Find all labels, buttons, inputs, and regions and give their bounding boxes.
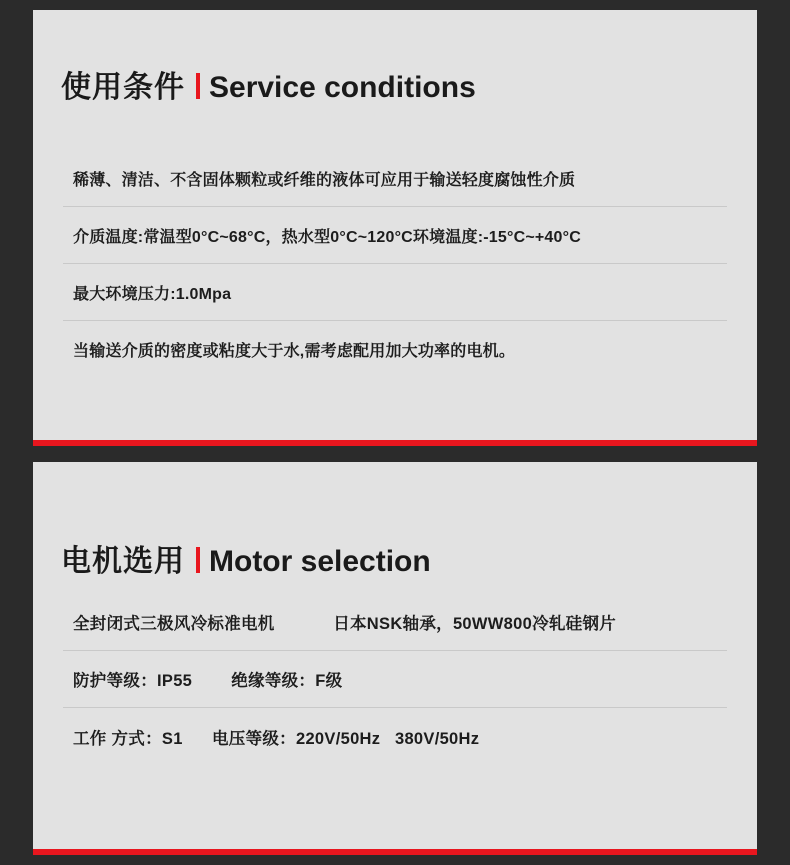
list-item-text: 最大环境压力:1.0Mpa: [73, 285, 232, 303]
heading-accent-bar-icon: [196, 547, 200, 573]
list-item: [63, 150, 727, 207]
section-heading-cn: 电机选用: [61, 545, 185, 578]
service-conditions-list: [63, 150, 727, 378]
section-bottom-accent-bar: [33, 849, 757, 855]
list-item-text: 防护等级：IP55 绝缘等级：F级: [73, 672, 343, 690]
section-heading-motor-selection: [61, 536, 431, 580]
service-conditions-card: [33, 10, 757, 446]
card-content: [33, 462, 757, 855]
section-heading-service-conditions: [61, 62, 476, 106]
motor-selection-list: [63, 594, 727, 765]
section-heading-cn: 使用条件: [61, 71, 185, 104]
list-item-text: 稀薄、清洁、不含固体颗粒或纤维的液体可应用于输送轻度腐蚀性介质: [73, 171, 576, 189]
motor-selection-card: [33, 462, 757, 855]
list-item-text: 当输送介质的密度或粘度大于水,需考虑配用加大功率的电机。: [73, 343, 516, 360]
section-bottom-accent-bar: [33, 440, 757, 446]
list-item: [63, 708, 727, 765]
list-item-text: 介质温度:常温型0°C~68°C，热水型0°C~120°C环境温度:-15°C~+40°C: [73, 228, 581, 246]
list-item: [63, 594, 727, 651]
list-item: [63, 651, 727, 708]
list-item: [63, 264, 727, 321]
list-item: [63, 207, 727, 264]
list-item-text: 全封闭式三极风冷标准电机 日本NSK轴承，50WW800冷轧硅钢片: [73, 615, 617, 633]
heading-accent-bar-icon: [196, 73, 200, 99]
list-item-text: 工作 方式：S1 电压等级：220V/50Hz 380V/50Hz: [73, 729, 480, 748]
card-content: [33, 10, 757, 446]
section-heading-en: Motor selection: [209, 545, 431, 578]
list-item: [63, 321, 727, 378]
section-heading-en: Service conditions: [209, 71, 476, 104]
